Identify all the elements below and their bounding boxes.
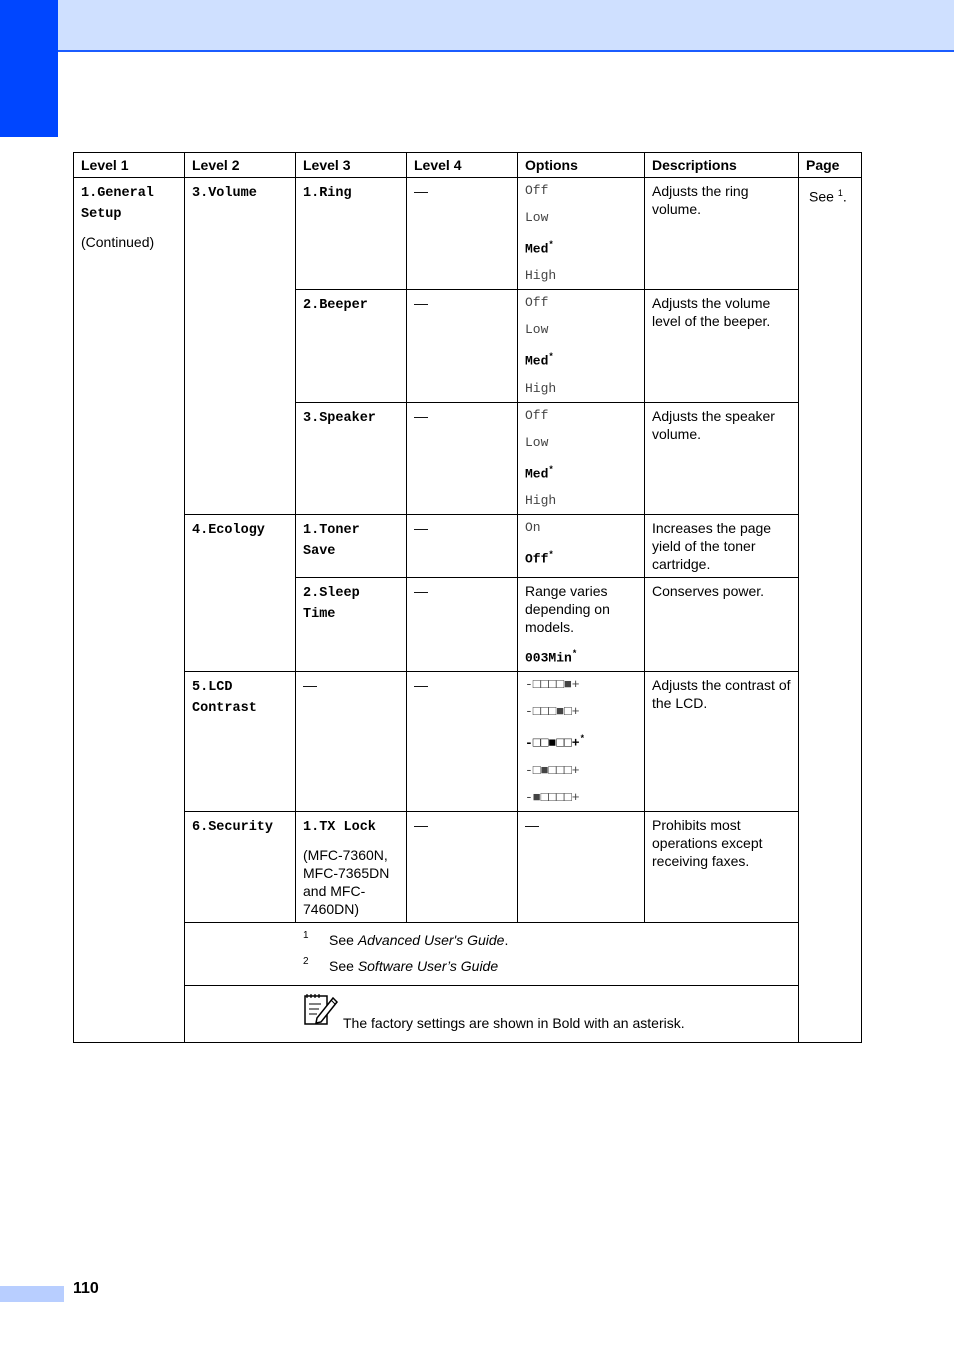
lcd-options bbox=[518, 672, 645, 811]
tx-lock-models: (MFC-7360N, MFC-7365DN and MFC-7460DN) bbox=[303, 846, 390, 917]
footnote-1-title: Advanced User's Guide bbox=[357, 931, 505, 948]
header-level3: Level 3 bbox=[296, 153, 407, 178]
level1-label: 1.General Setup bbox=[81, 186, 154, 222]
beeper-level4: — bbox=[414, 295, 428, 312]
sleep-options bbox=[518, 577, 645, 671]
toner-description: Increases the page yield of the toner cartridge. bbox=[645, 514, 799, 577]
option-low: Low bbox=[525, 434, 549, 450]
beeper-description: Adjusts the volume level of the beeper. bbox=[645, 290, 799, 402]
option-low: Low bbox=[525, 322, 549, 338]
ring-options bbox=[518, 178, 645, 290]
lcd-description: Adjusts the contrast of the LCD. bbox=[645, 672, 799, 811]
ring-label: 1.Ring bbox=[303, 186, 352, 201]
chapter-tab bbox=[0, 0, 58, 137]
table-row bbox=[74, 178, 862, 290]
security-options: — bbox=[525, 816, 539, 833]
option-high: High bbox=[525, 380, 557, 396]
header-level1: Level 1 bbox=[74, 153, 185, 178]
sleep-time-label: 2.Sleep Time bbox=[303, 585, 360, 622]
security-level4: — bbox=[414, 816, 428, 833]
option-on: On bbox=[525, 519, 541, 535]
lcd-level3: — bbox=[303, 677, 317, 694]
table-row bbox=[74, 672, 862, 811]
ecology-label: 4.Ecology bbox=[192, 522, 265, 538]
header-level2: Level 2 bbox=[185, 153, 296, 178]
toner-options bbox=[518, 514, 645, 577]
lcd-contrast-label: 5.LCD Contrast bbox=[192, 680, 257, 717]
option-high: High bbox=[525, 492, 557, 508]
header-level4: Level 4 bbox=[407, 153, 518, 178]
toner-level4: — bbox=[414, 519, 428, 536]
page-cell: See $^1$. bbox=[799, 178, 862, 1043]
security-description: Prohibits most operations except receiving faxes. bbox=[645, 811, 799, 922]
continued-label: (Continued) bbox=[81, 234, 155, 250]
contrast-option-1: -□□□□■+ bbox=[525, 677, 580, 693]
table-header-row bbox=[74, 153, 862, 178]
contrast-option-5: -■□□□□+ bbox=[525, 789, 580, 805]
header-page: Page bbox=[799, 153, 862, 178]
sleep-description: Conserves power. bbox=[645, 577, 799, 671]
option-med-default: Med* bbox=[525, 352, 554, 369]
sleep-range-text: Range varies depending on models. bbox=[525, 582, 610, 635]
speaker-description: Adjusts the speaker volume. bbox=[645, 402, 799, 514]
lcd-level4: — bbox=[414, 677, 428, 694]
option-003min-default: 003Min* bbox=[525, 648, 578, 666]
level1-cell bbox=[74, 178, 185, 1043]
note-row bbox=[74, 985, 862, 1042]
footnotes-row: 1 See Advanced User's Guide. 2 See Software User’s Guide bbox=[74, 922, 862, 985]
beeper-label: 2.Beeper bbox=[303, 298, 368, 314]
note-text: The factory settings are shown in Bold with an asterisk. bbox=[343, 1014, 685, 1031]
ring-level4: — bbox=[414, 183, 428, 199]
page-number: 110 bbox=[73, 1280, 99, 1297]
footnote-ref: 1 bbox=[837, 188, 843, 198]
option-med-default: Med* bbox=[525, 464, 554, 481]
volume-label: 3.Volume bbox=[192, 186, 257, 201]
sleep-level4: — bbox=[414, 582, 428, 599]
speaker-level4: — bbox=[414, 407, 428, 424]
tx-lock-label: 1.TX Lock bbox=[303, 819, 376, 835]
header-options: Options bbox=[518, 153, 645, 178]
beeper-options bbox=[518, 290, 645, 402]
volume-cell bbox=[185, 178, 296, 515]
header-descriptions: Descriptions bbox=[645, 153, 799, 178]
speaker-options bbox=[518, 402, 645, 514]
footnote-2-title: Software User’s Guide bbox=[357, 957, 499, 974]
settings-table bbox=[73, 152, 862, 1043]
ring-description: Adjusts the ring volume. bbox=[645, 178, 799, 290]
note-pencil-icon bbox=[303, 992, 339, 1032]
header-band bbox=[0, 0, 954, 52]
table-row bbox=[74, 514, 862, 577]
option-off: Off bbox=[525, 183, 549, 198]
table-row bbox=[74, 811, 862, 922]
option-off: Off bbox=[525, 407, 549, 423]
page-see: See bbox=[809, 188, 834, 205]
ecology-cell bbox=[185, 514, 296, 671]
speaker-label: 3.Speaker bbox=[303, 410, 376, 426]
contrast-option-3-default: -□□■□□+* bbox=[525, 734, 586, 751]
contrast-option-4: -□■□□□+ bbox=[525, 762, 580, 778]
contrast-option-2: -□□□■□+ bbox=[525, 704, 580, 720]
option-med-default: Med* bbox=[525, 240, 554, 257]
option-off-default: Off* bbox=[525, 549, 554, 567]
option-high: High bbox=[525, 268, 557, 284]
option-low: Low bbox=[525, 210, 549, 225]
option-off: Off bbox=[525, 295, 549, 311]
security-label: 6.Security bbox=[192, 819, 274, 835]
toner-save-label: 1.Toner Save bbox=[303, 522, 360, 559]
footer-band bbox=[0, 1286, 64, 1302]
